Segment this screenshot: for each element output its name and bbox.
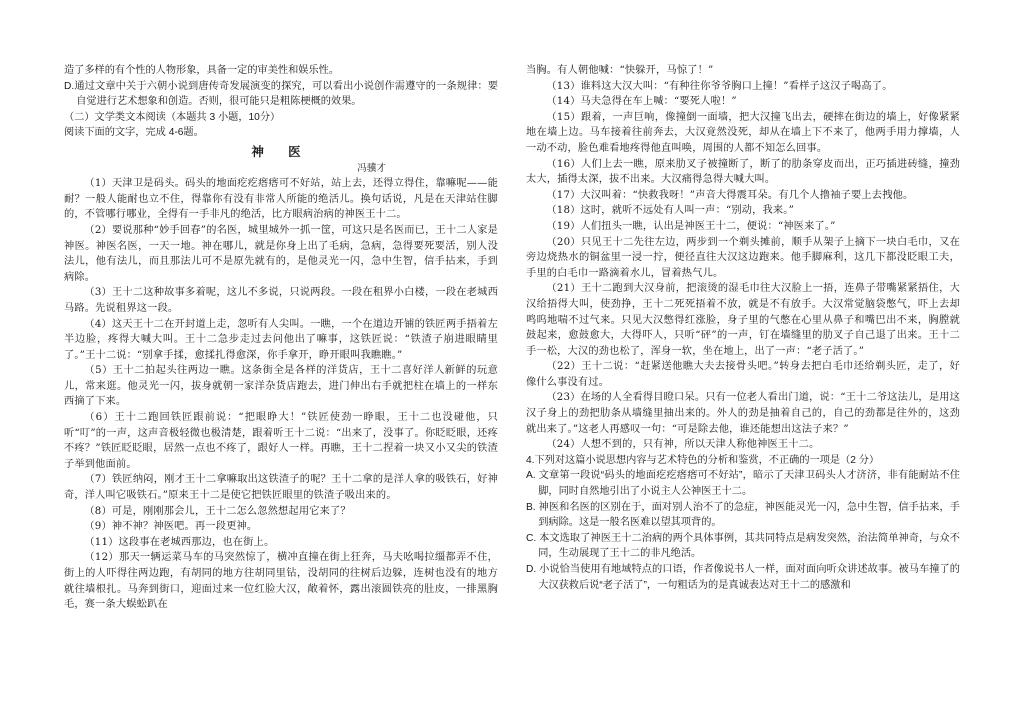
story-paragraph: （18）这时，就听不远处有人叫一声：“别动，我来。” xyxy=(546,205,794,217)
story-paragraph: （24）人想不到的，只有神，所以天津人称他神医王十二。 xyxy=(546,439,820,451)
story-paragraph: （4）这天王十二在开封道上走，忽听有人尖叫。一瞧，一个在道边开铺的铁匠两手捂着左半边脸，疼得大喊大叫。王十二急步走过去问他出了嘛事，这铁匠说：“铁渣子崩进眼睛里了。”王十二说：“别拿手揉，愈揉扎得愈深，你手拿开，睁开眼叫我瞧瞧。” xyxy=(64,318,498,361)
story-paragraph: （22）王十二说：“赶紧送他瞧大夫去接骨头吧。”转身去把白毛巾还给剃头匠，走了，好像什么事没有过。 xyxy=(526,361,960,388)
story-paragraph: （14）马夫急得在车上喊：“要死人啦！” xyxy=(546,96,737,108)
story-title: 神 医 xyxy=(251,143,311,159)
question-4-option-b: B. 神医和名医的区别在于，面对别人治不了的急症，神医能灵光一闪，急中生智，信手拈来，手到病除。这是一般名医难以望其项背的。 xyxy=(526,501,960,529)
story-paragraph: （1）天津卫是码头。码头的地面疙疙瘩瘩可不好站，站上去，还得立得住，靠嘛呢——能耐？一般人能耐也立不住，得靠你有没有非常人所能的绝活儿。换句话说，凡是在天津站住脚的，不管哪行哪业，全得有一手非凡的绝活，比方眼病治病的神医王十二。 xyxy=(64,178,498,221)
story-paragraph: （23）在场的人全看得目瞪口呆。只有一位老人看出门道，说：“王十二爷这法儿，是用这汉子身上的劲把肋条从墙缝里抽出来的。外人的劲是抽着自己的，自己的劲都是往外的，这劲就出来了。”这老人再感叹一句：“可是除去他，谁还能想出这法子来？” xyxy=(526,392,960,435)
story-author: 冯骥才 xyxy=(357,162,386,174)
story-paragraph: （21）王十二跑到大汉身前，把滚烫的湿毛巾往大汉脸上一捂，连鼻子带嘴紧紧捂住，大汉给捂得大叫，使劲挣，王十二死死捂着不放，就是不有放手。大汉常觉脑袋憋气，吓上去却鸣呜地喘不过气来。只见大汉憋得红涨脸，身子里的气憋在心里从鼻子和嘴巴出不来，胸膛就鼓起来，愈鼓愈大，大得吓人，只听“砰”的一声，钉在墙缝里的肋叉子自己退了出来。王十二手一松，大汉的劲也松了，浑身一软，坐在地上，出了一声：“老子活了。” xyxy=(526,283,960,357)
story-paragraph: （3）王十二这种故事多着呢，这儿不多说，只说两段。一段在租界小白楼，一段在老城西马路。先说租界这一段。 xyxy=(64,287,498,314)
right-column xyxy=(526,63,960,593)
story-paragraph: （9）神不神？神医吧。再一段更神。 xyxy=(84,521,258,533)
story-paragraph: （2）要说那种“妙手回春”的名医，城里城外一抓一筐，可这只是名医而已，王十二人家是神医。神医名医，一天一地。神在哪儿，就是你身上出了毛病，急病，急得要死要活，别人没法儿，他有法儿，而且那法儿可不是原先就有的，是他灵光一闪，急中生智，信手拈来，手到病除。 xyxy=(64,224,498,283)
reading-instruction: 阅读下面的文字，完成 4-6题。 xyxy=(64,127,204,139)
story-paragraph: （17）大汉叫着：“快救我呀！”声音大得震耳朵。有几个人撸袖子要上去拽他。 xyxy=(546,189,914,201)
section-heading: （二）文学类文本阅读（本题共 3 小题，10分） xyxy=(64,111,281,123)
story-paragraph: （16）人们上去一瞧，原来肋叉子被撞断了，断了的肋条穿皮而出，正巧插进砖缝，撞劲太大，插得太深，拔不出来。大汉痛得急得大喊大叫。 xyxy=(526,158,960,186)
story-paragraph: （20）只见王十二先往左边，两步到一个剃头摊前，顺手从架子上摘下一块白毛巾，又在旁边烧热水的铜盆里一浸一拧，便径直往大汉这边跑来。他手脚麻利，这几下都没眨眼工夫，手里的白毛巾一路滴着水儿，冒着热气儿。 xyxy=(526,236,960,279)
story-paragraph: （19）人们扭头一瞧，认出是神医王十二，便说：“神医来了。” xyxy=(546,220,836,232)
question-4-option-a: A. 文章第一段说“码头的地面疙疙瘩瘩可不好站”，暗示了天津卫码头人才济济，非有能耐站不住脚，同时自然地引出了小说主人公神医王十二。 xyxy=(526,470,960,498)
story-paragraph: （8）可是，刚刚那会儿，王十二怎么忽然想起用它来了？ xyxy=(84,505,351,517)
story-paragraph: （7）铁匠纳闷，刚才王十二拿嘛取出这铁渣子的呢？王十二拿的是洋人拿的吸铁石，好神奇，洋人叫它吸铁石。”原来王十二是使它把铁匠眼里的铁渣子吸出来的。 xyxy=(64,474,498,502)
option-c-continuation: 造了多样的有个性的人物形象，具备一定的审美性和娱乐性。 xyxy=(64,65,340,76)
question-4-stem: 4.下列对这篇小说思想内容与艺术特色的分析和鉴赏，不正确的一项是（2 分） xyxy=(526,454,880,466)
story-paragraph: 当胸。有人朝他喊：“快躲开，马惊了！” xyxy=(526,65,714,76)
option-d: D.通过文章中关于六朝小说到唐传奇发展演变的探究，可以看出小说创作需遵守的一条规律：要自觉进行艺术想象和创造。否则，很可能只是粗陈梗概的效果。 xyxy=(64,80,498,108)
story-paragraph: （15）跟着，一声巨响，像撞倒一面墙，把大汉撞飞出去，硬摔在街边的墙上，好像紧紧地在墙上边。马车接着往前奔去，大汉竟然没死，却从在墙上下不来了，他两手用力撑墙，人一动不动，脸色难看地疼得他直叫唤，周围的人都不知怎么回事。 xyxy=(526,111,960,154)
story-paragraph: （5）王十二拍起头往两边一瞧。这条街全是各样的洋货店，王十二喜好洋人新鲜的玩意儿，常来逛。他灵光一闪，拔身就朝一家洋杂货店跑去，进门伸出右手就把柱在墙上的一样东西摘了下来。 xyxy=(64,365,498,408)
story-paragraph: （11）这段事在老城西那边，也在街上。 xyxy=(84,536,275,548)
question-4-option-d: D. 小说恰当使用有地域特点的口语，作者像说书人一样，面对面向听众讲述故事。被马车撞了的大汉获救后说“老子活了”，一句粗话为的是真诚表达对王十二的感激和 xyxy=(526,564,960,591)
story-paragraph: （13）谁料这大汉大叫：“有种往你爷爷胸口上撞！”看样子这汉子喝高了。 xyxy=(546,80,893,92)
question-4-option-c: C. 本文选取了神医王十二治病的两个具体事例，其共同特点是病发突然，治法简单神奇，与众不同，生动展现了王十二的非凡绝活。 xyxy=(526,532,960,560)
story-paragraph: （6）王十二跑回铁匠跟前说：“把眼睁大！”铁匠使劲一睁眼，王十二也没碰他，只听“叮”的一声，这声音极轻微也极清楚，跟着听王十二说：“出来了，没事了。你眨眨眼，还疼不疼？”铁匠眨眨眼，居然一点也不疼了，跟好人一样。再瞧，王十二捏着一块又小又尖的铁渣子举到他面前。 xyxy=(64,412,498,470)
left-column xyxy=(64,63,498,613)
story-paragraph: （12）那天一辆运菜马车的马突然惊了，横冲直撞在街上狂奔，马夫吆喝拉缰都弄不住，街上的人吓得往两边跑，有胡同的地方往胡同里钻，没胡同的往树后边躲，连树也没有的地方就往墙根扎。马奔到街口，迎面过来一位红脸大汉，敞着怀，露出滚圆铁亮的肚皮，一排黑胸毛，赛一条大蜈蚣趴在 xyxy=(64,552,498,611)
